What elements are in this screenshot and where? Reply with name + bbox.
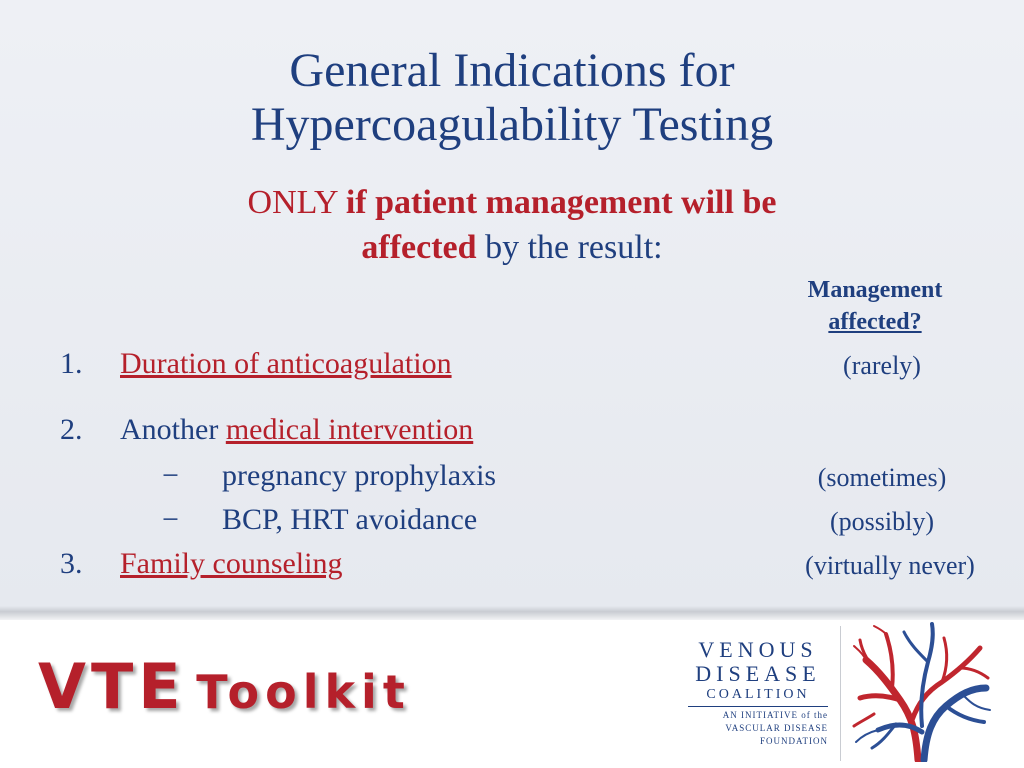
column-header-line-2: affected? xyxy=(828,309,922,335)
logo-line-2: DISEASE xyxy=(695,661,821,686)
item-number: 1. xyxy=(60,347,83,380)
title-line-2: Hypercoagulability Testing xyxy=(250,98,774,151)
subtitle-rest: by the result: xyxy=(485,229,663,266)
brand-vte: VTE xyxy=(38,650,186,723)
column-header-line-1: Management xyxy=(807,277,943,303)
subtitle-bold-1: if patient management will be xyxy=(345,184,777,221)
logo-line-1: VENOUS xyxy=(698,637,818,662)
brand-toolkit: Toolkit xyxy=(196,665,411,719)
vte-toolkit-brand xyxy=(38,650,411,723)
dash-bullet-icon: − xyxy=(162,503,179,536)
item-3-note: (virtually never) xyxy=(805,551,975,580)
logo-line-6: FOUNDATION xyxy=(760,736,828,746)
item-prefix: Another xyxy=(120,413,219,446)
column-header xyxy=(760,274,990,338)
sub-item-2-note: (possibly) xyxy=(830,507,934,536)
item-text: Duration of anticoagulation xyxy=(120,347,452,380)
title-line-1: General Indications for xyxy=(289,44,735,97)
item-1-note: (rarely) xyxy=(843,351,921,380)
sub-item-text: pregnancy prophylaxis xyxy=(222,459,497,492)
logo-rule xyxy=(688,706,828,707)
vascular-tree-logo-icon xyxy=(852,622,992,762)
subtitle-only: ONLY xyxy=(247,184,338,221)
logo-line-4: AN INITIATIVE of the xyxy=(722,710,828,720)
item-number: 2. xyxy=(60,413,83,446)
sub-item-1-note: (sometimes) xyxy=(817,463,947,492)
item-text: Family counseling xyxy=(120,547,343,580)
dash-bullet-icon: − xyxy=(162,459,179,492)
logo-separator xyxy=(840,626,841,761)
logo-line-5: VASCULAR DISEASE xyxy=(725,723,828,733)
sub-item-text: BCP, HRT avoidance xyxy=(222,503,478,536)
subtitle-bold-2: affected xyxy=(361,229,477,266)
coalition-logo-text xyxy=(688,638,828,748)
logo-line-3: COALITION xyxy=(706,687,810,702)
item-text: medical intervention xyxy=(225,413,474,446)
slide-title xyxy=(0,44,1024,152)
slide-subtitle xyxy=(0,180,1024,270)
slide-divider xyxy=(0,606,1024,620)
item-number: 3. xyxy=(60,547,83,580)
